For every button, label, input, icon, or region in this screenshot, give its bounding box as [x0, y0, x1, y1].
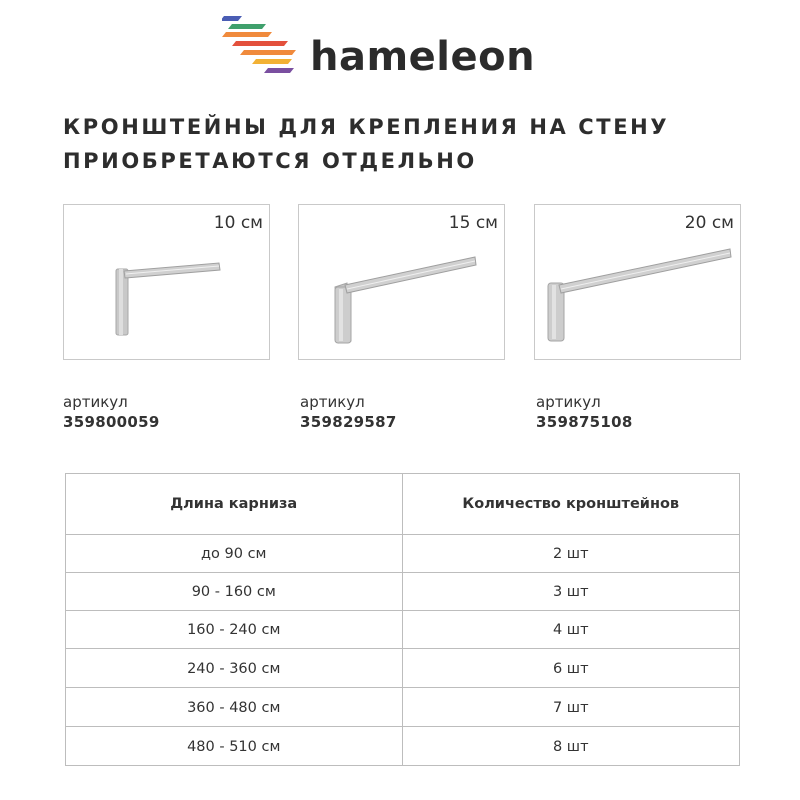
product-size-label: 20 см — [684, 213, 734, 233]
table-cell-length: 480 - 510 см — [66, 727, 403, 766]
product-size-label: 10 см — [213, 213, 263, 233]
brand-name: hameleon — [310, 34, 536, 80]
sku-number: 359800059 — [63, 413, 160, 431]
sku-number: 359875108 — [536, 413, 633, 431]
table-cell-quantity: 6 шт — [552, 660, 589, 677]
table-cell-length: 240 - 360 см — [66, 649, 403, 688]
table-row — [66, 610, 739, 649]
hameleon-logo-icon — [222, 14, 302, 84]
headline-line-2: ПРИОБРЕТАЮТСЯ ОТДЕЛЬНО — [63, 149, 477, 173]
brackets-table — [65, 473, 740, 766]
table-row — [66, 687, 739, 727]
product-size-label: 15 см — [448, 213, 498, 233]
sku-label: артикул — [536, 393, 601, 411]
brand-logo — [222, 14, 542, 84]
table-row — [66, 726, 739, 766]
table-cell-length: 90 - 160 см — [66, 573, 403, 611]
product-card-10 — [63, 204, 270, 360]
table-cell-length: до 90 см — [66, 535, 403, 573]
product-card-15 — [298, 204, 505, 360]
table-cell-length: 160 - 240 см — [66, 611, 403, 649]
table-cell-quantity: 4 шт — [552, 622, 589, 638]
table-cell-length: 360 - 480 см — [66, 688, 403, 727]
table-cell-quantity: 3 шт — [552, 584, 589, 600]
table-row — [66, 648, 739, 688]
headline-line-1: КРОНШТЕЙНЫ ДЛЯ КРЕПЛЕНИЯ НА СТЕНУ — [63, 115, 670, 139]
product-sku-20 — [536, 392, 633, 432]
bracket-image — [535, 205, 742, 361]
sku-number: 359829587 — [300, 413, 397, 431]
table-row — [66, 534, 739, 573]
table-row — [66, 572, 739, 611]
product-sku-15 — [300, 392, 397, 432]
sku-label: артикул — [63, 393, 128, 411]
table-cell-quantity: 8 шт — [552, 738, 589, 755]
sku-label: артикул — [300, 393, 365, 411]
product-sku-10 — [63, 392, 160, 432]
bracket-image — [64, 205, 271, 361]
table-header-row — [66, 474, 739, 534]
table-header-length: Длина карниза — [66, 474, 403, 534]
table-cell-quantity: 7 шт — [552, 699, 589, 716]
product-card-20 — [534, 204, 741, 360]
headline — [63, 110, 743, 178]
bracket-image — [299, 205, 506, 361]
table-cell-quantity: 2 шт — [552, 546, 589, 562]
table-header-quantity: Количество кронштейнов — [462, 496, 680, 512]
